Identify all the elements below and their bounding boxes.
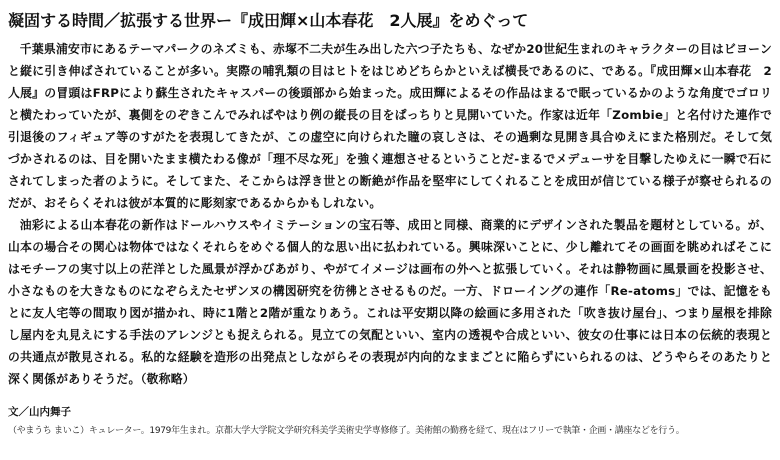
article-body: [8, 38, 772, 390]
article-page: [8, 8, 772, 454]
article-paragraph-2: 油彩による山本春花の新作はドールハウスやイミテーションの宝石等、成田と同様、商業的にデザインされた製品を題材としている。が、山本の場合その関心は物体ではなくそれらをめぐる個人的な思い出に払われている。興味深いことに、少し離れてその画面を眺めればそこにはモチーフの実寸以上の茫洋とした風景が浮かびあがり、やがてイメージは画布の外へと拡張していく。それは静物画に風景画を投影させ、小さなものを大きなものになぞらえたセザンヌの構図研究を彷彿とさせるものだ。一方、ドローイングの連作「Re-atoms」では、記憶をもとに友人宅等の間取り図が描かれ、時に1階と2階が重なりあう。これは平安期以降の絵画に多用された「吹き抜け屋台」、つまり屋根を排除し屋内を丸見えにする手法のアレンジとも捉えられる。見立ての気配といい、室内の透視や合成といい、彼女の仕事には日本の伝統的表現との共通点が散見される。私的な経験を造形の出発点としながらその表現が内向的なままごとに陥らずにいられるのは、どうやらそのあたりと深く関係がありそうだ。（敬称略）: [8, 218, 772, 386]
author-credit: 文／山内舞子: [8, 406, 71, 418]
article-title: 凝固する時間／拡張する世界ー『成田輝×山本春花 2人展』をめぐって: [8, 11, 529, 30]
author-bio: （やまうち まいこ）キュレーター。1979年生まれ。京都大学大学院文学研究科美学美術史学専修修了。美術館の勤務を経て、現在はフリーで執筆・企画・講座などを行う。: [8, 426, 685, 436]
article-paragraph-1: 千葉県浦安市にあるテーマパークのネズミも、赤塚不二夫が生み出した六つ子たちも、なぜか20世紀生まれのキャラクターの目はビヨーンと縦に引き伸ばされていることが多い。実際の哺乳類の目はヒトをはじめどちらかといえば横長であるのに、である。『成田輝×山本春花 2人展』の冒頭はFRPにより蘇生されたキャスパーの後頭部から始まった。成田輝によるその作品はまるで眠っているかのような角度でゴロリと横たわっていたが、裏側をのぞきこんでみればやはり例の縦長の目をぱっちりと見開いていた。作家は近年「Zombie」と名付けた連作で引退後のフィギュア等のすがたを表現してきたが、この虚空に向けられた瞳の哀しさは、その過剰な見開き具合ゆえにまた格別だ。そして気づかされるのは、目を開いたまま横たわる像が「理不尽な死」を強く連想させるということだ-まるでメデューサを目撃したゆえに一瞬で石にされてしまった者のように。そしてまた、そこからは浮き世との断絶が作品を堅牢にしてくれることを成田が信じている様子が察せられるのだが、おそらくそれは彼が本質的に彫刻家であるからかもしれない。: [8, 42, 772, 210]
